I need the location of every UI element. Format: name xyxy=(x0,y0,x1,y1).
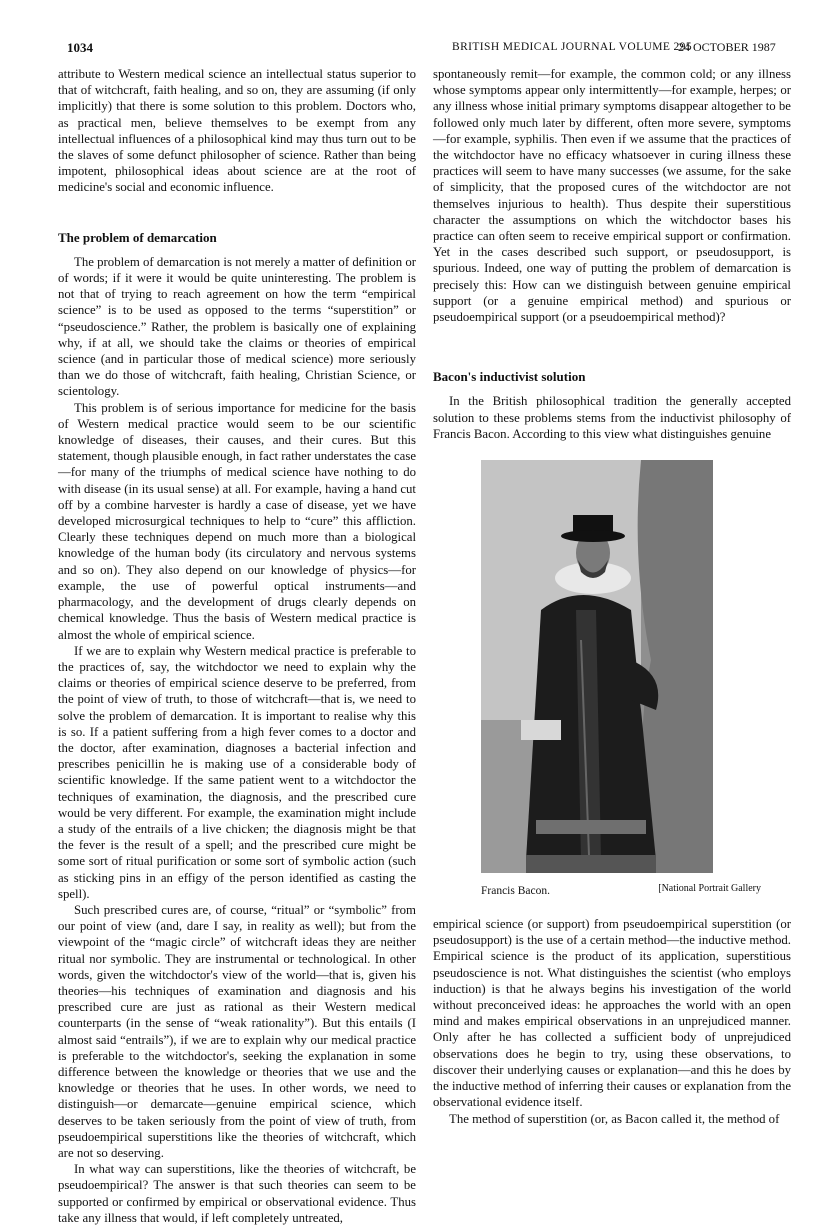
paragraph: empirical science (or support) from pseudoempirical superstition (or pseudosupport) is the use of a certain method—the inductive method. Empirical science is the product of its application, superstitious pseudoscience is not. What distinguishes the scientist (who employs induction) is that he always begins his investigation of the world without preconceived ideas: he approaches the world with an open mind and makes empirical observations in an unprejudiced manner. Only after he has collected a sufficient body of unprejudiced observations does he begin to try, using these observations, to discover their underlying causes or explanation—and this he does by the inductive method of inferring their causes or explanation from the observational evidence itself. xyxy=(433,917,791,1110)
right-column xyxy=(433,66,791,1127)
issue-date: 24 OCTOBER 1987 xyxy=(678,40,776,54)
running-header xyxy=(0,40,816,60)
paragraph: Such prescribed cures are, of course, “ritual” or “symbolic” from our point of view (and, dare I say, in reality as well); but from the viewpoint of the “magic circle” of witchcraft ideas they are neither ritual nor symbolic. They are instrumental or technological. In other words, given the witchdoctor's view of the world—that is, given his theories—his techniques of examination and diagnosis and his prescribed cure are just as rational as their Western medical counterparts (in the sense of “weak rationality”). But this entails (I almost said “entrails”), if we are to explain why our medical practice is preferable to the witchdoctor's, seeking the explanation in some difference between the knowledge or theories that we use and the knowledge or theories that he uses. In other words, we need to distinguish—or demarcate—genuine empirical science, which deserves to be taken seriously from the point of view of truth, from pseudoempirical superstitions like the theories of witchcraft, which are not so deserving. xyxy=(58,902,416,1160)
paragraph: This problem is of serious importance for medicine for the basis of Western medical practice would seem to be our scientific knowledge of diseases, their causes, and their cures. But this statement, though plausible enough, in fact rather understates the case—for many of the triumphs of medical science have nothing to do with disease (in its usual sense) at all. For example, having a hand cut off by a combine harvester is hardly a case of disease, yet we have developed microsurgical techniques to help to “cure” this affliction. Clearly these techniques depend on much more than a biological knowledge of the human body (its circulatory and nervous systems and so on). They also depend on our knowledge of physics—for example, the use of powerful optical instruments—and pharmacology, and the development of drugs clearly depends on chemical knowledge. Thus the basis of Western medical practice is almost the whole of empirical science. xyxy=(58,400,416,642)
paragraph: The problem of demarcation is not merely a matter of definition or of words; if it were it would be quite uninteresting. The problem is not that of trying to reach agreement on how the term “empirical science” is to be used as opposed to the terms “superstition” or “pseudoscience.” Rather, the problem is basically one of explaining why, if at all, we should take the claims or theories of empirical science (and in particular those of medical science) more seriously than we do those of witchcraft, faith healing, Christian Science, or scientology. xyxy=(58,254,416,399)
figure-caption: Francis Bacon. xyxy=(481,885,550,898)
journal-title: BRITISH MEDICAL JOURNAL VOLUME 295 xyxy=(452,41,692,53)
section-heading-bacon: Bacon's inductivist solution xyxy=(433,369,586,385)
portrait-image xyxy=(481,460,713,873)
paragraph: In what way can superstitions, like the theories of witchcraft, be pseudoempirical? The answer is that such theories can seem to be supported or confirmed by empirical or observational evidence. Thus take any illness that would, if left completely untreated, xyxy=(58,1162,416,1225)
page-number: 1034 xyxy=(67,40,93,55)
paragraph: spontaneously remit—for example, the common cold; or any illness whose symptoms appear only intermittently—for example, herpes; or any illness whose initial primary symptoms disappear altogether to be followed only much later by different, often more severe, symptoms—for example, syphilis. Then even if we assume that the practices of the witchdoctor have no efficacy whatsoever in curing illness these practices will seem to have many successes (we assume, for the sake of simplicity, that the proposed cures of the witchdoctor are not themselves injurious to health). Thus despite their superstitious character the assumptions on which the witchdoctor bases his practice can often seem to receive empirical support or confirmation. Yet in the cases described such support, or pseudosupport, is spurious. Indeed, one way of putting the problem of demarcation is precisely this: How can we distinguish between genuine empirical support (or a genuine empirical method) and spurious or pseudoempirical support (or a pseudoempirical method)? xyxy=(433,67,791,325)
figure-credit: [National Portrait Gallery xyxy=(658,883,761,895)
figure xyxy=(433,460,791,916)
section-heading-demarcation: The problem of demarcation xyxy=(58,229,217,245)
left-column xyxy=(58,66,416,1226)
paragraph: The method of superstition (or, as Bacon called it, the method of xyxy=(449,1111,780,1126)
paragraph: If we are to explain why Western medical practice is preferable to the practices of, say, the witchdoctor we need to explain why the claims or theories of empirical science deserve to be preferred, from the point of view of truth, to those of witchcraft—that is, we need to solve the problem of demarcation. It is important to realise why this is so. If a patient suffering from a high fever comes to a doctor and the doctor, after examination, diagnoses a bacterial infection and prescribes penicillin he is making use of a considerable body of scientific knowledge. If the same patient went to a witchdoctor the techniques of examination, the diagnosis, and the prescribed cure would be very different. For example, the examination might include a study of the entrails of a live chicken; the diagnosis might be that the fever is the result of a spell; and the prescribed cure might be some sort of ritual purification or some sort of symbolic action (such as sticking pins in an effigy of the person identified as casting the spell). xyxy=(58,643,416,901)
paragraph: attribute to Western medical science an intellectual status superior to that of witchcraft, faith healing, and so on, they are assuming (if only implicitly) that there is some solution to this problem. Doctors who, as practical men, believe themselves to be exempt from any intellectual influences of a philosophical kind may thus turn out to be the slaves of some defunct philosopher of science. Rather than being impotent, philosophical ideas about science are at the root of medicine's social and economic influence. xyxy=(58,67,416,195)
paragraph: In the British philosophical tradition the generally accepted solution to these problems stems from the inductivist philosophy of Francis Bacon. According to this view what distinguishes genuine xyxy=(433,394,791,441)
